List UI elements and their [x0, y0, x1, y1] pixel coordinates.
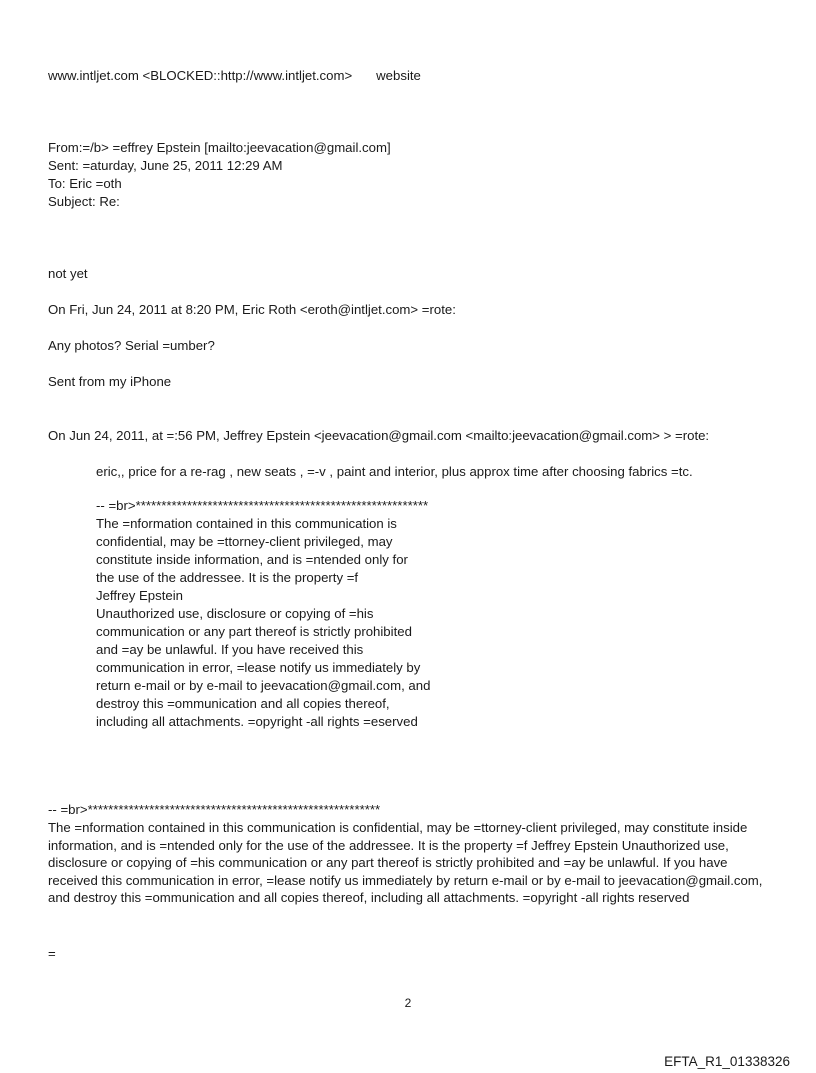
inner-disclaimer-line: the use of the addressee. It is the property =f: [96, 570, 359, 585]
inner-disclaimer-line: and =ay be unlawful. If you have received this: [96, 642, 364, 657]
reply-text: not yet: [48, 266, 88, 281]
inner-disclaimer-line: including all attachments. =opyright -all rights =eserved: [96, 714, 418, 729]
email-to: To: Eric =oth: [48, 176, 122, 191]
document-id: EFTA_R1_01338326: [664, 1054, 790, 1069]
inner-disclaimer-line: communication in error, =lease notify us immediately by: [96, 660, 421, 675]
inner-disclaimer-line: constitute inside information, and is =ntended only for: [96, 552, 408, 567]
inner-disclaimer-separator: -- =br>*********************************************************: [96, 498, 429, 513]
inner-disclaimer-line: destroy this =ommunication and all copies thereof,: [96, 696, 390, 711]
quote1-signature: Sent from my iPhone: [48, 374, 172, 389]
inner-disclaimer-line: The =nformation contained in this communication is: [96, 516, 397, 531]
quote2-header: On Jun 24, 2011, at =:56 PM, Jeffrey Epstein <jeevacation@gmail.com <mailto:jeevacation@gmail.com> > =rote:: [48, 428, 710, 443]
page-number: 2: [404, 996, 412, 1010]
email-from: From:=/b> =effrey Epstein [mailto:jeevacation@gmail.com]: [48, 140, 391, 155]
quote1-text: Any photos? Serial =umber?: [48, 338, 215, 353]
inner-disclaimer-line: Jeffrey Epstein: [96, 588, 183, 603]
quote2-text: eric,, price for a re-rag , new seats , =-v , paint and interior, plus approx time after choosing fabrics =tc.: [96, 464, 693, 479]
inner-disclaimer-line: confidential, may be =ttorney-client privileged, may: [96, 534, 393, 549]
website-label: website: [376, 68, 421, 83]
email-sent: Sent: =aturday, June 25, 2011 12:29 AM: [48, 158, 283, 173]
inner-disclaimer-line: communication or any part thereof is strictly prohibited: [96, 624, 412, 639]
quote1-header: On Fri, Jun 24, 2011 at 8:20 PM, Eric Roth <eroth@intljet.com> =rote:: [48, 302, 456, 317]
outer-disclaimer-separator: -- =br>*********************************************************: [48, 802, 381, 817]
website-line: [48, 67, 421, 85]
website-url[interactable]: www.intljet.com <BLOCKED::http://www.intljet.com>: [48, 68, 353, 83]
email-subject: Subject: Re:: [48, 194, 120, 209]
trailing-marker: =: [48, 946, 56, 961]
outer-disclaimer-text: The =nformation contained in this communication is confidential, may be =ttorney-client privileged, may constitute inside information, and is =ntended only for the use of the addressee. It is the property =f Jeffrey Epstein Unauthorized use, disclosure or copying of =his communication or any part thereof is strictly prohibited and =ay be unlawful. If you have received this communication in error, =lease notify us immediately by return e-mail or by e-mail to jeevacation@gmail.com, and destroy this =ommunication and all copies thereof, including all attachments. =opyright -all rights reserved: [48, 820, 763, 906]
inner-disclaimer-line: return e-mail or by e-mail to jeevacation@gmail.com, and: [96, 678, 431, 693]
inner-disclaimer-line: Unauthorized use, disclosure or copying of =his: [96, 606, 374, 621]
